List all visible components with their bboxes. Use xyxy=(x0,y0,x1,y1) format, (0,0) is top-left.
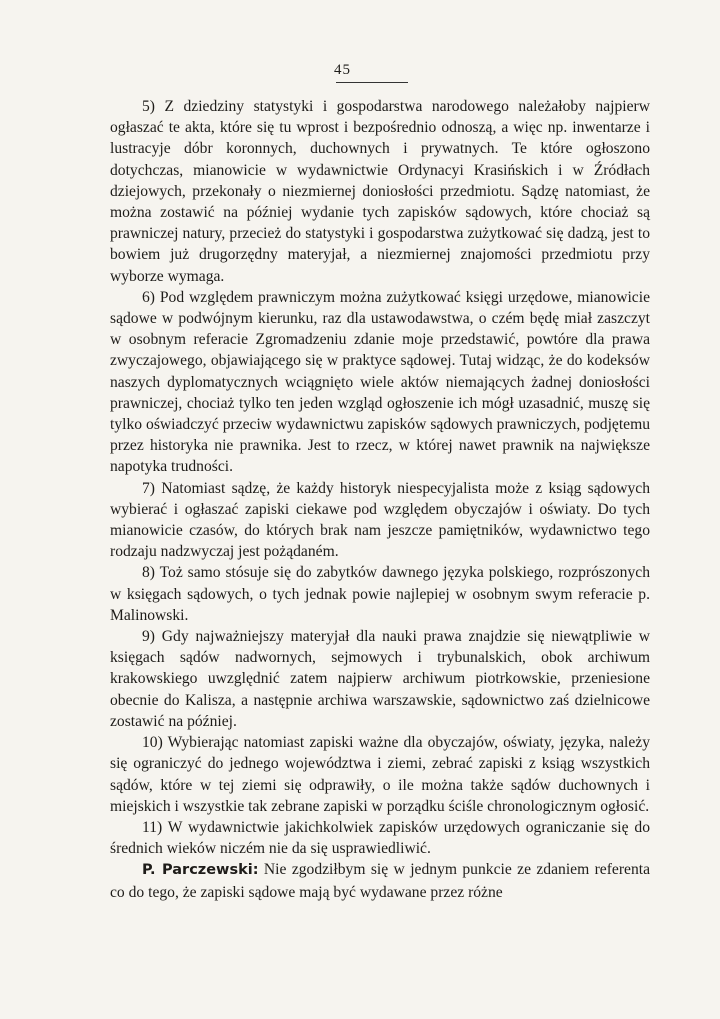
paragraph-10: 10) Wybierając natomiast zapiski ważne dla obyczajów, oświaty, języka, należy się ograniczyć do jednego województwa i ziemi, zebrać zapiski z ksiąg wszystkich sądów, które w tej ziemi się odprawiły, o ile można także sądów duchownych i miejskich i wszystkie tak zebrane zapiski w porządku ściśle chronologicznym ogłosić. xyxy=(110,734,650,815)
paragraph-6: 6) Pod względem prawniczym można zużytkować księgi urzędowe, mianowicie sądowe w podwójnym kierunku, raz dla ustawodawstwa, o czém będę miał zaszczyt w osobnym referacie Zgromadzeniu zdanie moje przedstawić, powtóre dla prawa zwyczajowego, objawiającego się w praktyce sądowej. Tutaj widząc, że do kodeksów naszych dyplomatycznych wciągnięto wiele aktów niemających żadnej doniosłości prawniczej, chociaż tylko ten jeden wzgląd ogłoszenie ich mógł uzasadnić, muszę się tylko oświadczyć przeciw wydawnictwu zapisków sądowych prawniczych, podjętemu przez historyka nie prawnika. Jest to rzecz, w której nawet prawnik na największe napotyka trudności. xyxy=(110,288,650,476)
paragraph-7: 7) Natomiast sądzę, że każdy historyk niespecyjalista może z ksiąg sądowych wybierać i ogłaszać zapiski ciekawe pod względem obyczajów i oświaty. Do tych mianowicie czasów, do których brak nam jeszcze pamiętników, wydawnictwo tego rodzaju nadzwyczaj jest pożądaném. xyxy=(110,479,650,561)
speaker-name: P. Parczewski: xyxy=(142,862,259,879)
paragraph-parczewski xyxy=(110,859,650,902)
page-number-rule xyxy=(336,82,408,83)
page-number: 45 xyxy=(334,62,351,78)
paragraph-8: 8) Toż samo stósuje się do zabytków dawnego języka polskiego, rozprószonych w księgach sądowych, o tych jednak powie najlepiej w osobnym swym referacie p. Malinowski. xyxy=(110,564,650,624)
body-text xyxy=(110,96,650,903)
paragraph-9: 9) Gdy najważniejszy materyjał dla nauki prawa znajdzie się niewątpliwie w księgach sądów nadwornych, sejmowych i trybunalskich, obok archiwum krakowskiego uwzględnić zatem najpierw archiwum piotrkowskie, przeniesione obecnie do Kalisza, a następnie archiwa warszawskie, sądownictwo zaś dzielnicowe zostawić na później. xyxy=(110,628,650,730)
paragraph-11: 11) W wydawnictwie jakichkolwiek zapisków urzędowych ograniczanie się do średnich wieków niczém nie da się usprawiedliwić. xyxy=(110,818,650,858)
speaker-remark: Nie zgodziłbym się w jednym punkcie ze zdaniem referenta co do tego, że zapiski sądowe mają być wydawane przez różne xyxy=(110,861,650,901)
paragraph-5: 5) Z dziedziny statystyki i gospodarstwa narodowego należałoby najpierw ogłaszać te akta, które się tu wprost i bezpośrednio odnoszą, a więc np. inwentarze i lustracyje dóbr koronnych, duchownych i prywatnych. Te które ogłoszono dotychczas, mianowicie w wydawnictwie Ordynacyi Krasińskich i w Źródłach dziejowych, przekonały o niezmiernej doniosłości przedmiotu. Sądzę natomiast, że można zostawić na później wydanie tych zapisków sądowych, które chociaż są prawniczej natury, przecież do statystyki i gospodarstwa zużytkować się dadzą, jest to bowiem już drugorzędny materyjał, a niezmiernej znajomości przedmiotu przy wyborze wymaga. xyxy=(110,98,650,285)
